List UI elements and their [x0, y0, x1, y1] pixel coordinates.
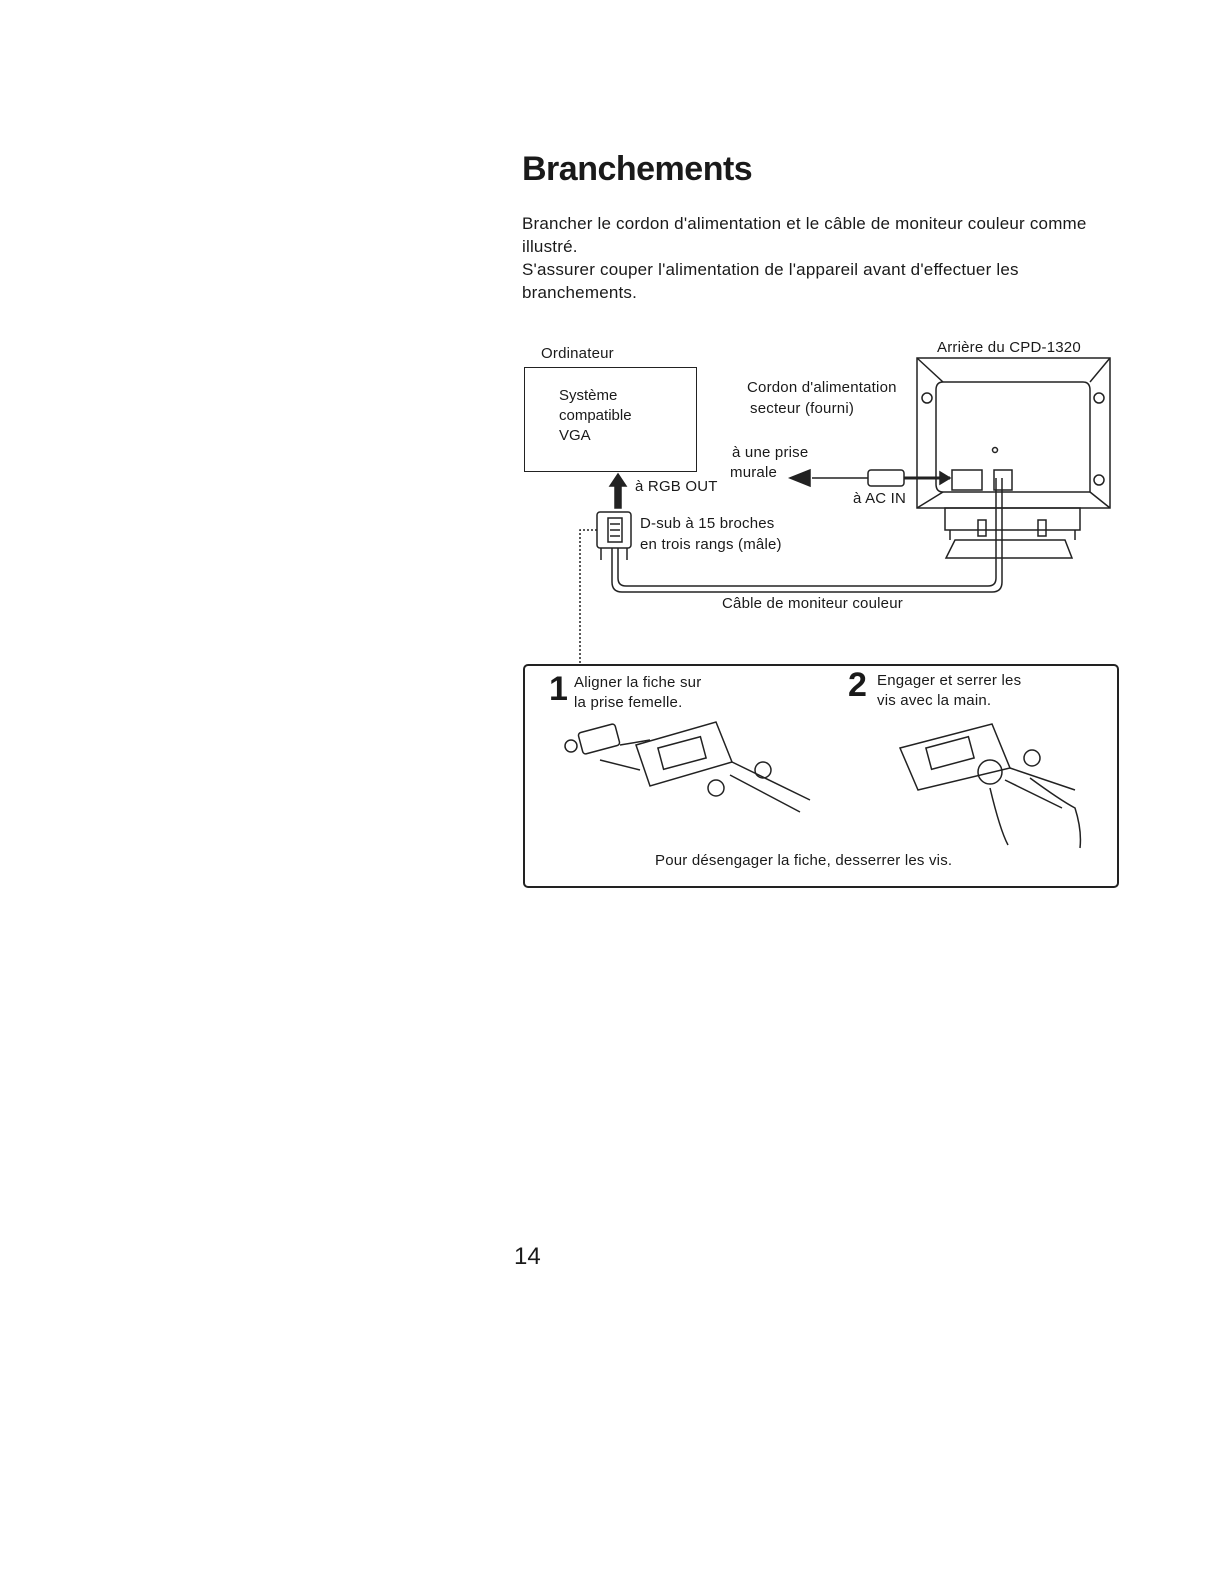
monitor-rear-illustration	[917, 358, 1110, 558]
monitor-cable-illustration	[580, 478, 1002, 664]
dsub-connector-illustration	[597, 512, 631, 560]
intro-paragraph-1: Brancher le cordon d'alimentation et le câble de moniteur couleur comme illustré.	[522, 214, 1087, 256]
computer-label: Ordinateur	[541, 345, 614, 362]
dsub-label-line-1: D-sub à 15 broches	[640, 515, 775, 532]
step-1-text-line-2: la prise femelle.	[574, 694, 683, 711]
steps-footer: Pour désengager la fiche, desserrer les vis.	[655, 852, 953, 869]
computer-type-line-3: VGA	[559, 427, 591, 444]
computer-type-line-2: compatible	[559, 407, 632, 424]
rgb-out-arrow	[610, 474, 626, 508]
dsub-label-line-2: en trois rangs (mâle)	[640, 536, 782, 553]
cable-label: Câble de moniteur couleur	[722, 595, 903, 612]
computer-type-line-1: Système	[559, 387, 618, 404]
power-cord-label-line-1: Cordon d'alimentation	[747, 379, 897, 396]
page-number: 14	[514, 1243, 541, 1270]
step-2-text-line-1: Engager et serrer les	[877, 672, 1022, 689]
rgb-out-label: à RGB OUT	[635, 478, 718, 495]
wall-outlet-label-line-2: murale	[730, 464, 778, 481]
power-cord-label-line-2: secteur (fourni)	[750, 400, 855, 417]
step-1-number: 1	[549, 670, 568, 708]
computer-box	[524, 367, 697, 472]
step-1-text-line-1: Aligner la fiche sur	[574, 674, 702, 691]
ac-in-label: à AC IN	[853, 490, 907, 507]
step-2-number: 2	[848, 666, 867, 704]
page-title: Branchements	[522, 150, 753, 188]
monitor-label: Arrière du CPD-1320	[937, 339, 1081, 356]
step-2-text-line-2: vis avec la main.	[877, 692, 992, 709]
power-cord-illustration	[790, 470, 950, 486]
wall-outlet-label-line-1: à une prise	[732, 444, 809, 461]
intro-paragraph-2: S'assurer couper l'alimentation de l'appareil avant d'effectuer les branchements.	[522, 260, 1019, 302]
computer-type	[559, 386, 632, 446]
